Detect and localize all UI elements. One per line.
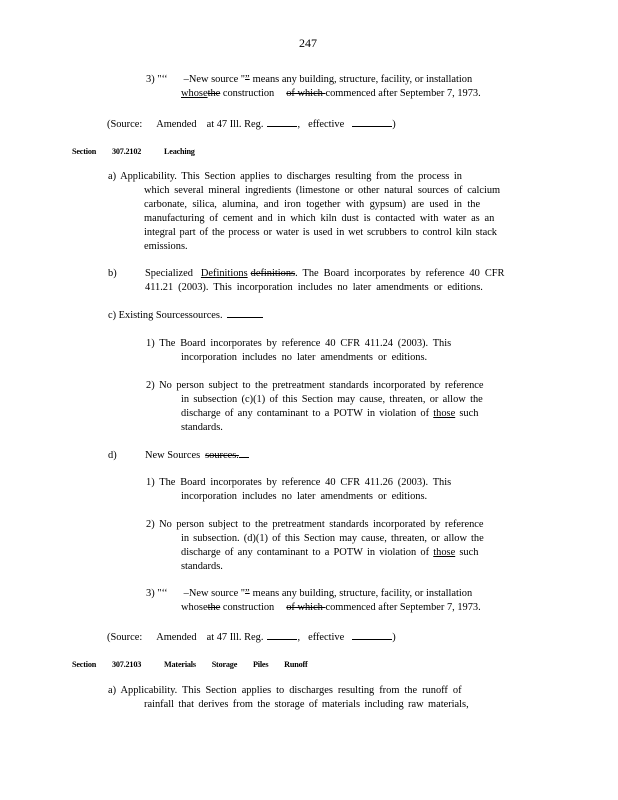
applicability-line-1: a) Applicability. This Section applies to discharges resulting from the process in (108, 171, 462, 182)
paragraph-d2-line-1: 2) No person subject to the pretreatment standards incorporated by reference (146, 519, 484, 530)
applicability-line-3: carbonate, silica, alumina, and iron together with gypsum) are used in the (144, 199, 481, 210)
paragraph-b-line-2: 411.21 (2003). This incorporation includes no later amendments or editions. (145, 282, 483, 293)
paragraph-d-heading: New Sources sources. (145, 449, 249, 463)
paragraph-c2-line-1: 2) No person subject to the pretreatment standards incorporated by reference (146, 380, 484, 391)
applicability2-line-2: rainfall that derives from the storage of materials including raw materials, (144, 699, 469, 710)
paragraph-c1-line-2: incorporation includes no later amendments or editions. (181, 352, 428, 363)
paragraph-d1-line-2: incorporation includes no later amendments or editions. (181, 491, 428, 502)
reg-blank (267, 116, 297, 127)
paragraph-b-marker: b) (108, 268, 117, 279)
new-source-definition-upper-line2: whosethe construction of which commenced after September 7, 1973. (181, 88, 481, 99)
section-title-2: Materials Storage Piles Runoff (164, 660, 308, 669)
paragraph-c2-line-4: standards. (181, 422, 223, 433)
section-label: Section (72, 147, 97, 156)
effective-blank (352, 116, 392, 127)
page-number: 247 (299, 36, 317, 50)
paragraph-c2-line-2: in subsection (c)(1) of this Section may cause, threaten, or allow the (181, 394, 483, 405)
paragraph-d1-line-1: 1) The Board incorporates by reference 40 CFR 411.26 (2003). This (146, 477, 452, 488)
source-note-upper: (Source: Amended at 47 Ill. Reg. , effective ) (107, 116, 396, 132)
section-title: Leaching (164, 147, 195, 156)
paragraph-d-marker: d) (108, 450, 117, 461)
paragraph-d2-line-4: standards. (181, 561, 223, 572)
applicability-line-2: which several mineral ingredients (limestone or other natural sources of calcium (144, 185, 501, 196)
section-number-2: 307.2103 (112, 660, 142, 669)
paragraph-c2-line-3: discharge of any contaminant to a POTW in violation of those such (181, 408, 479, 419)
new-source-definition-lower: 3) "‘‘ –New source "” means any building, structure, facility, or installation (146, 588, 473, 599)
applicability2-line-1: a) Applicability. This Section applies to discharges resulting from the runoff of (108, 685, 462, 696)
applicability-line-4: manufacturing of cement and in which kiln dust is contacted with water as an (144, 213, 495, 224)
applicability-line-6: emissions. (144, 241, 188, 252)
new-source-definition-lower-line2: whosethe construction of which commenced after September 7, 1973. (181, 602, 481, 613)
paragraph-c1-line-1: 1) The Board incorporates by reference 40 CFR 411.24 (2003). This (146, 338, 452, 349)
section-label-2: Section (72, 660, 97, 669)
paragraph-d2-line-2: in subsection. (d)(1) of this Section may cause, threaten, or allow the (181, 533, 484, 544)
paragraph-c-heading: c) Existing Sourcessources. (108, 309, 263, 323)
paragraph-b-line-1: Specialized Definitions definitions. The Board incorporates by reference 40 CFR (145, 268, 505, 279)
new-source-definition-upper: 3) "‘‘ –New source "” means any building, structure, facility, or installation (146, 74, 473, 85)
section-number: 307.2102 (112, 147, 142, 156)
source-note-lower: (Source: Amended at 47 Ill. Reg. , effective ) (107, 629, 396, 645)
applicability-line-5: integral part of the process or water is used in wet scrubbers to control kiln stack (144, 227, 498, 238)
paragraph-d2-line-3: discharge of any contaminant to a POTW in violation of those such (181, 547, 479, 558)
